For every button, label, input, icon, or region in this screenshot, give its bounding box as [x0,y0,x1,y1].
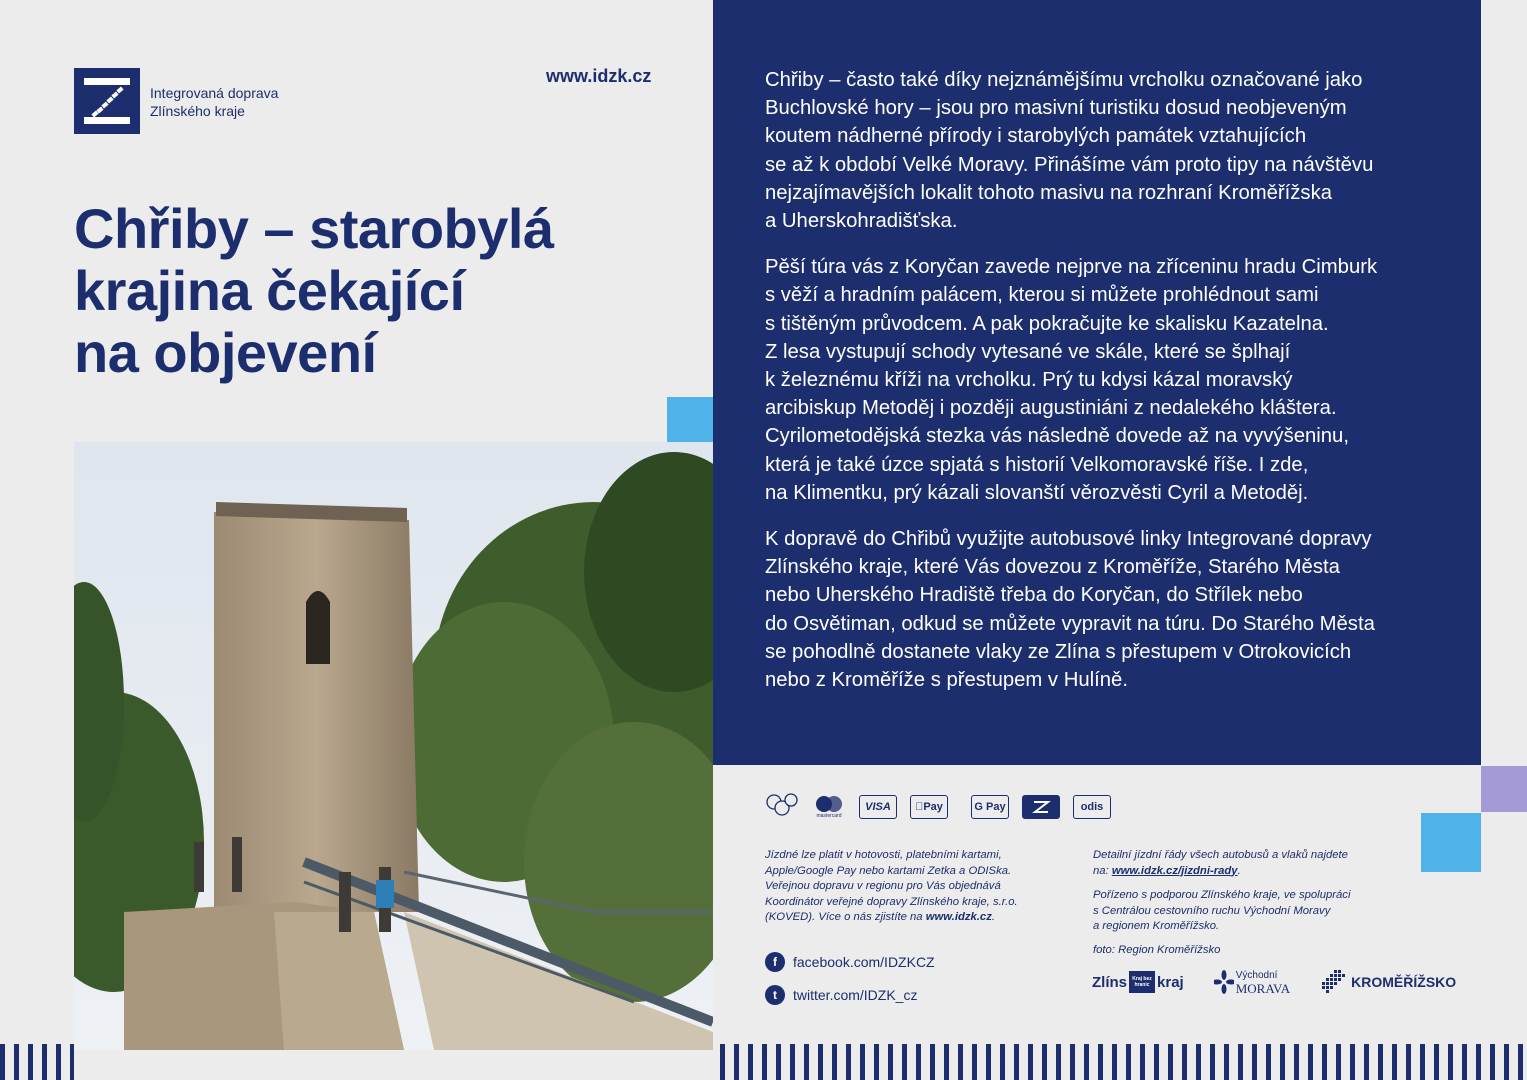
website-link[interactable]: www.idzk.cz [546,66,652,86]
decorative-stripes [0,1044,74,1080]
flower-icon [1214,970,1234,994]
note-line: a regionem Kroměřížsko. [1093,920,1220,932]
page-title [74,198,674,384]
decorative-square [1481,766,1527,812]
text-line: Zlínského kraje, které Vás dovezou z Kroměříže, Starého Města [765,556,1340,579]
note-line: Apple/Google Pay nebo kartami Zetka a ODISka. [765,864,1012,877]
timetable-link[interactable]: www.idzk.cz/jizdni-rady [1111,864,1238,877]
photo-credit: foto: Region Kroměřížsko [1093,944,1221,956]
visa-icon: VISA [859,795,897,819]
idzk-logo [74,68,140,134]
morava-text: MORAVA [1235,981,1291,996]
text-line: nebo z Kroměříže s přestupem v Hulíně. [765,669,1128,692]
mastercard-label: mastercard [816,813,842,819]
z-logo-icon [74,68,140,134]
note-text: . [1237,864,1241,877]
note-text: (KOVED). Více o nás zjistíte na [765,911,926,923]
partner-logos [1092,968,1456,996]
apple-pay-icon [910,795,948,819]
paragraph-hike [765,253,1455,507]
text-line: Chřiby – často také díky nejznámějšímu vrcholku označované jako [765,69,1363,91]
text-line: se až k období Velké Moravy. Přinášíme vám proto tipy na návštěvu [765,153,1374,176]
text-line: Buchlovské hory – jsou pro masivní turistiku dosud neobjeveným [765,97,1347,120]
text-line: Z lesa vystupují schody vytesané ve skále, které se šplhají [765,340,1291,363]
brand-name [150,84,278,120]
cash-coins-icon [765,792,799,823]
twitter-label: twitter.com/IDZK_cz [793,987,918,1003]
body-text [765,66,1455,712]
text-line: a Uherskohradišťska. [765,210,958,233]
title-line: krajina čekající [74,259,465,322]
twitter-link[interactable] [765,985,917,1005]
text-line: s věží a hradním palácem, kterou si můžete prohlédnout sami [765,284,1319,307]
google-pay-icon: G Pay [971,795,1009,819]
dots-map-icon [1320,968,1348,996]
note-line: Pořízeno s podporou Zlínského kraje, ve spolupráci [1093,889,1351,901]
note-line [1093,864,1433,880]
paragraph-transport [765,525,1455,694]
note-text: na: [1093,864,1112,877]
text-line: k železnému kříži na vrcholku. Prý tu kdysi kázal moravský [765,369,1293,392]
text-line: arcibiskup Metoděj i později augustiniáni z nedalekého kláštera. [765,397,1337,420]
zetka-card-icon [1022,795,1060,819]
vychodni-morava-logo [1214,969,1290,995]
zlinsky-text: Zlíns [1092,973,1128,991]
idzk-link[interactable]: www.idzk.cz [925,911,992,923]
castle-tower-photo [74,442,713,1050]
text-line: Cyrilometodějská stezka vás následně dovede až na vyvýšeninu, [765,425,1349,448]
title-line: Chřiby – starobylá [74,197,554,260]
facebook-label: facebook.com/IDZKCZ [793,954,935,970]
text-line: koutem nádherné přírody i starobylých památek vztahujících [765,125,1307,148]
apple-icon [915,801,923,813]
support-note [1093,888,1433,935]
kromerizsko-logo [1320,968,1456,996]
text-line: která je také úzce spjatá s historií Velkomoravské říše. I zde, [765,453,1309,476]
text-line: s tištěným průvodcem. A pak pokračujte ke skalisku Kazatelna. [765,312,1329,335]
kraj-text: kraj [1157,973,1184,991]
title-line: na objevení [74,321,377,384]
note-line: Veřejnou dopravu v regionu pro Vás objednává [765,880,1001,892]
note-line: Jízdné lze platit v hotovosti, platebními kartami, [765,849,1002,861]
note-line [765,910,1085,926]
facebook-link[interactable] [765,952,935,972]
decorative-square [667,397,713,442]
note-text: . [991,911,995,923]
mastercard-icon [812,795,846,819]
note-line: Koordinátor veřejné dopravy Zlínského kraje, s.r.o. [765,895,1018,908]
note-line: Detailní jízdní řády všech autobusů a vlaků najdete [1093,849,1348,861]
text-line: se pohodlně dostanete vlaky ze Zlína s přestupem v Otrokovicích [765,640,1352,663]
vychodni-text: Východní [1235,970,1278,981]
text-line: na Klimentku, prý kázali slovanští věrozvěsti Cyril a Metoděj. [765,481,1309,504]
text-line: nebo Uherského Hradiště třeba do Koryčan, do Střílek nebo [765,584,1303,607]
note-line: s Centrálou cestovního ruchu Východní Moravy [1093,904,1331,917]
text-line: nejzajímavějších lokalit tohoto masivu na rozhraní Kroměřížska [765,181,1332,204]
payment-info-note [765,848,1085,926]
facebook-icon: f [765,952,785,972]
decorative-stripes [720,1044,1527,1080]
odiska-card-icon: odis [1073,795,1111,819]
zlinsky-kraj-logo [1092,971,1184,993]
text-line: K dopravě do Chřibů využijte autobusové linky Integrované dopravy [765,528,1372,551]
twitter-icon: t [765,985,785,1005]
zlinsky-box: Kraj bez hranic [1129,971,1155,993]
timetable-note [1093,848,1433,879]
text-line: Pěší túra vás z Koryčan zavede nejprve na zříceninu hradu Cimburk [765,256,1378,279]
kromerizsko-text: KROMĚŘÍŽSKO [1351,974,1457,990]
brand-name-line1: Integrovaná doprava [150,85,279,101]
apple-pay-label: Pay [919,801,939,813]
text-line: do Osvětiman, odkud se můžete vypravit na túru. Do Starého Města [765,612,1375,635]
brand-name-line2: Zlínského kraje [150,103,245,119]
payment-methods [765,794,1111,820]
paragraph-intro [765,66,1455,235]
